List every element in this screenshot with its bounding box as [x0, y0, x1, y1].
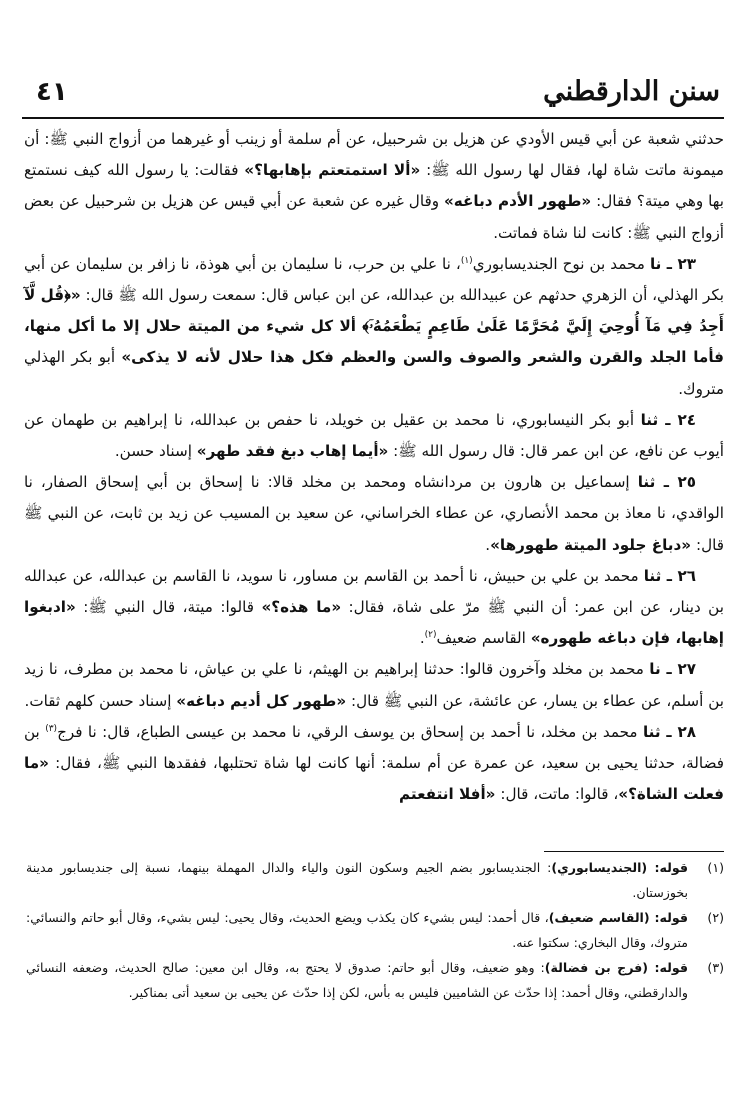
- footnote: [26, 905, 724, 955]
- footnote-divider: [544, 851, 724, 852]
- header-divider: [22, 117, 724, 119]
- text-run: فقالت: يا رسول الله كيف نستمتع بها وهي ميتة؟ فقال:: [24, 161, 724, 211]
- main-text: [24, 124, 724, 810]
- bold-text: «ألا استمتعتم بإهابها؟»: [244, 161, 421, 180]
- bold-text: ٢٣ ـ نا: [649, 254, 696, 273]
- text-run: ، قال أحمد: ليس بشيء كان يكذب ويضع الحديث، وقال يحيى: ليس بشيء، وقال أبو حاتم والنسائي: متروك، وقال البخاري: سكتوا عنه.: [26, 910, 688, 950]
- bold-text: قوله: (الجنديسابوري): [551, 860, 689, 875]
- bold-text: «طهور الأدم دباغه»: [443, 192, 592, 211]
- text-run: محمد بن نوح الجنديسابوري: [472, 254, 650, 273]
- hadith-paragraph: [24, 249, 724, 405]
- bold-text: «ما هذه؟»: [261, 598, 342, 617]
- text-run: بن فضالة، حدثنا يحيى بن سعيد، عن عمرة عن أم سلمة: أنها كانت لها شاة تحتلبها، ففقدها النبي ﷺ، فقال:: [24, 722, 724, 773]
- bold-text: «أفلا انتفعتم: [398, 785, 496, 804]
- footnote-ref: (١): [460, 255, 473, 266]
- hadith-paragraph: [24, 467, 724, 561]
- bold-text: «ما فعلت الشاة؟»: [24, 754, 724, 804]
- footnote-number: (٣): [707, 960, 724, 975]
- bold-text: ٢٨ ـ ثنا: [642, 722, 696, 741]
- bold-text: قوله: (فرج بن فضالة): [544, 960, 688, 975]
- page-number: ٤١: [36, 77, 68, 107]
- footnote-text: [26, 960, 688, 1000]
- bold-text: «طهور كل أديم دباغه»: [176, 691, 347, 710]
- page-header: [22, 72, 722, 112]
- bold-text: «أيما إهاب دبغ فقد طهر»: [196, 442, 389, 461]
- bold-text: ٢٥ ـ ثنا: [637, 473, 696, 492]
- footnote-ref: (٢): [424, 630, 437, 641]
- bold-text: «﴿قُل لَّآ أَجِدُ فِي مَآ أُوحِيَ إِلَيَّ مُحَرَّمًا عَلَىٰ طَاعِمٍ يَطْعَمُهُۥٓ﴾ ألا كل شيء من الميتة حلال إلا ما أكل منها، فأما الجلد والقرن والشعر والصوف والسن والعظم فكل هذا حلال لأنه لا يذكى»: [24, 286, 724, 367]
- footnote: [26, 855, 724, 905]
- text-run: القاسم ضعيف: [436, 629, 531, 648]
- text-run: إسناد حسن.: [114, 442, 197, 461]
- text-run: .: [419, 629, 425, 648]
- book-title: سنن الدارقطني: [543, 76, 720, 107]
- footnote-number: (٢): [707, 910, 724, 925]
- text-run: أبو بكر الهذلي متروك.: [24, 348, 724, 398]
- bold-text: ٢٤ ـ ثنا: [640, 410, 696, 429]
- bold-text: «ادبغوا إهابها، فإن دباغه طهوره»: [24, 598, 724, 648]
- footnotes-section: [26, 855, 724, 1005]
- text-run: محمد بن مخلد، نا أحمد بن إسحاق بن يوسف الرقي، نا محمد بن عيسى الطباع، قال: نا فرج: [57, 722, 643, 741]
- hadith-paragraph: [24, 405, 724, 467]
- hadith-paragraph: [24, 654, 724, 716]
- text-run: محمد بن علي بن حبيش، نا أحمد بن القاسم بن مساور، نا سويد، نا القاسم بن عبدالله، عن عبدالله بن دينار، عن ابن عمر: أن النبي ﷺ مرّ على شاة، فقال:: [24, 566, 724, 617]
- text-run: ، نا علي بن حرب، نا سليمان بن أبي هوذة، نا زافر بن سليمان عن أبي بكر الهذلي، أن الزهري حدثهم عن عبيدالله بن عبدالله، عن ابن عباس قال: سمعت رسول الله ﷺ قال:: [24, 254, 724, 305]
- text-run: .: [485, 535, 491, 554]
- footnote: [26, 955, 724, 1005]
- footnote-text: [26, 860, 688, 900]
- text-run: : الجنديسابور بضم الجيم وسكون النون والياء والدال المهملة بينهما، نسبة إلى جنديسابور مدينة بخوزستان.: [26, 860, 688, 900]
- bold-text: ٢٧ ـ نا: [649, 660, 696, 679]
- bold-text: «دباغ جلود الميتة طهورها»: [490, 535, 692, 554]
- text-run: قالوا: ميتة، قال النبي ﷺ:: [75, 598, 262, 617]
- hadith-paragraph: [24, 717, 724, 811]
- hadith-paragraph: [24, 561, 724, 655]
- footnote-text: [26, 910, 688, 950]
- text-run: إسناد حسن كلهم ثقات.: [24, 691, 177, 710]
- text-run: : وهو ضعيف، وقال أبو حاتم: صدوق لا يحتج به، وقال ابن معين: صالح الحديث، وضعفه النسائي والدارقطني، وقال أحمد: إذا حدّث عن الشاميين فليس به بأس، لكن إذا حدّث عن يحيى بن سعيد أتى بمناكير.: [26, 960, 688, 1000]
- text-run: محمد بن مخلد وآخرون قالوا: حدثنا إبراهيم بن الهيثم، نا علي بن عياش، نا محمد بن مطرف، نا زيد بن أسلم، عن عطاء بن يسار، عن عائشة، عن النبي ﷺ قال:: [24, 660, 724, 710]
- text-run: ، قالوا: ماتت، قال:: [495, 785, 619, 804]
- text-run: أبو بكر النيسابوري، نا محمد بن عقيل بن خويلد، نا حفص بن عبدالله، نا إبراهيم بن طهمان عن أيوب عن نافع، عن ابن عمر قال: قال رسول الله ﷺ:: [24, 410, 724, 461]
- bold-text: قوله: (القاسم ضعيف): [548, 910, 689, 925]
- text-run: حدثني شعبة عن أبي قيس الأودي عن هزيل بن شرحبيل، عن أم سلمة أو زينب أو غيرهما من أزواج النبي ﷺ: أن ميمونة ماتت شاة لها، فقال لها رسول الله ﷺ:: [24, 130, 724, 180]
- text-run: وقال غيره عن شعبة عن أبي قيس عن هزيل بن شرحبيل عن بعض أزواج النبي ﷺ: كانت لنا شاة فماتت.: [24, 192, 724, 242]
- footnote-number: (١): [707, 860, 724, 875]
- footnote-ref: (٣): [45, 723, 58, 734]
- hadith-paragraph: [24, 124, 724, 249]
- text-run: إسماعيل بن هارون بن مردانشاه ومحمد بن مخلد قالا: نا إسحاق بن أبي إسحاق الصفار، نا الواقدي، نا معاذ بن محمد الأنصاري، عن عطاء الخراساني، عن سعيد بن المسيب عن زيد بن ثابت، عن النبي ﷺ قال:: [24, 473, 724, 554]
- bold-text: ٢٦ ـ ثنا: [643, 566, 696, 585]
